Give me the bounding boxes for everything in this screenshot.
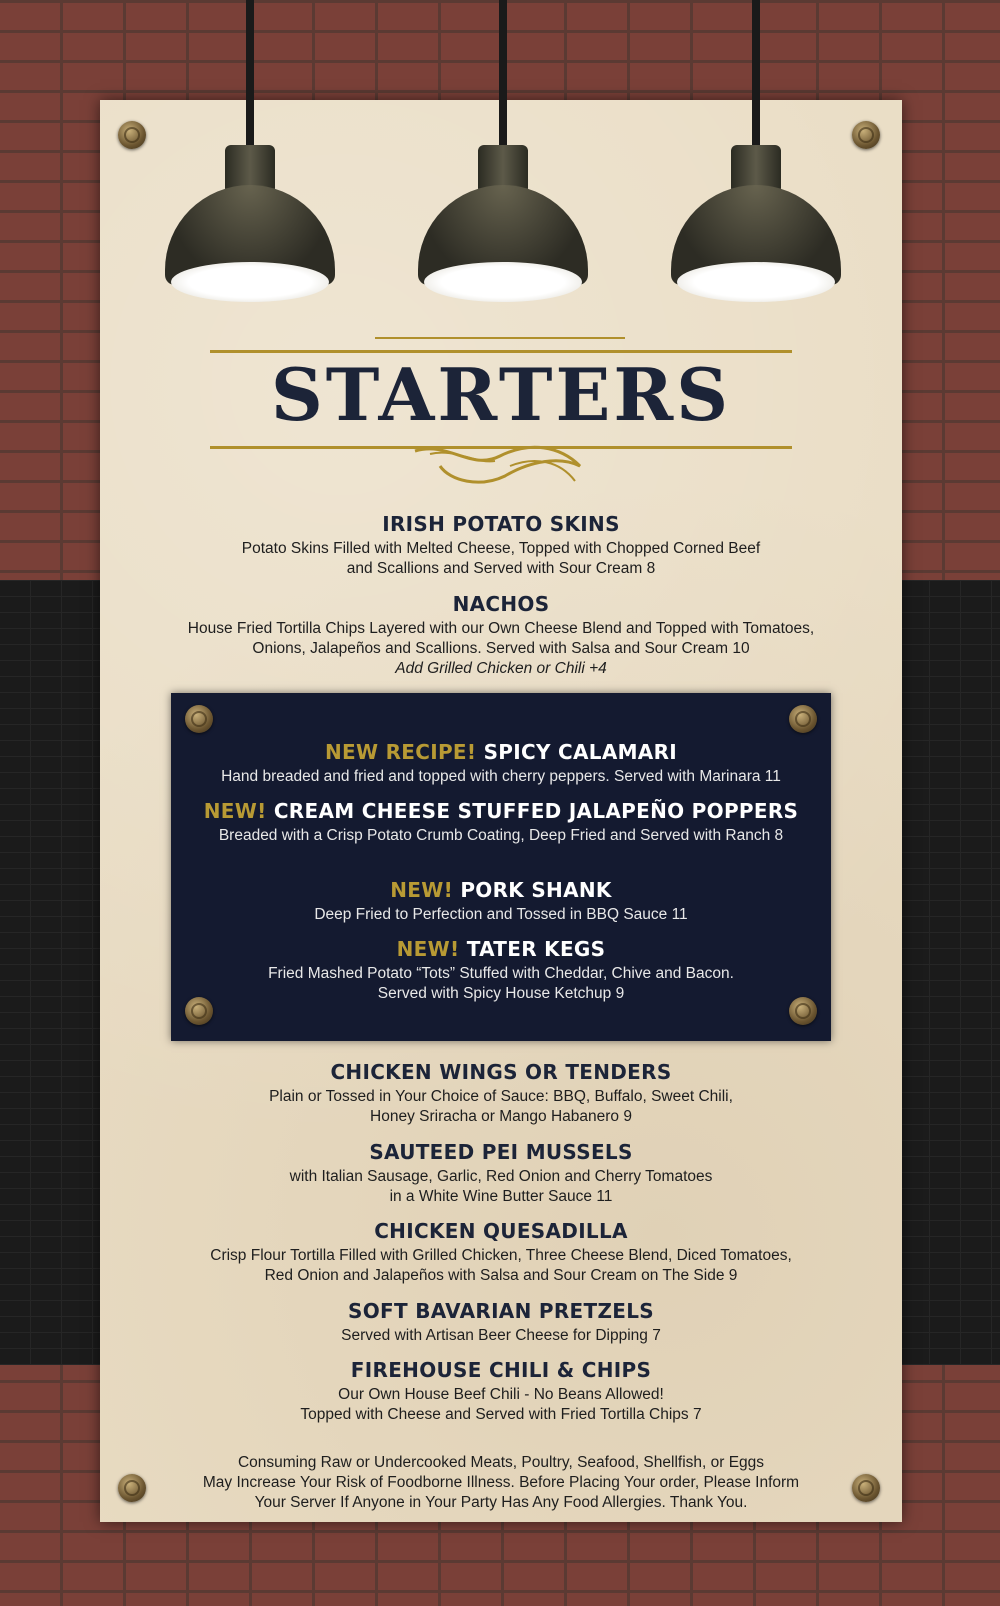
item-description: Potato Skins Filled with Melted Cheese, Topped with Chopped Corned Beef and Scallions and Served with Sour Cream 8 <box>241 540 761 577</box>
menu-item <box>100 1140 902 1207</box>
item-name: CHICKEN WINGS OR TENDERS <box>330 1060 672 1084</box>
item-description: Served with Artisan Beer Cheese for Dipping 7 <box>341 1327 661 1344</box>
item-description: with Italian Sausage, Garlic, Red Onion and Cherry Tomatoes in a White Wine Butter Sauce 11 <box>289 1168 713 1205</box>
item-description: Hand breaded and fried and topped with cherry peppers. Served with Marinara 11 <box>221 768 781 785</box>
screw-icon <box>118 121 146 149</box>
menu-item <box>100 1060 902 1127</box>
screw-icon <box>789 705 817 733</box>
item-name: TATER KEGS <box>466 937 606 961</box>
item-name: CREAM CHEESE STUFFED JALAPEÑO POPPERS <box>273 799 799 823</box>
item-name: SAUTEED PEI MUSSELS <box>369 1140 633 1164</box>
new-badge: NEW! <box>390 878 454 902</box>
screw-icon <box>185 705 213 733</box>
title-ornament-line <box>375 337 625 339</box>
menu-item <box>100 1219 902 1286</box>
pendant-lamp-icon <box>671 0 841 310</box>
pendant-lamp-icon <box>165 0 335 310</box>
pendant-lamp-icon <box>418 0 588 310</box>
item-note: Add Grilled Chicken or Chili +4 <box>395 660 607 677</box>
featured-panel <box>171 693 831 1041</box>
item-name: PORK SHANK <box>460 878 612 902</box>
item-description: Breaded with a Crisp Potato Crumb Coating, Deep Fried and Served with Ranch 8 <box>218 827 784 844</box>
page-title: STARTERS <box>270 352 732 437</box>
item-description: Crisp Flour Tortilla Filled with Grilled Chicken, Three Cheese Blend, Diced Tomatoes, Red Onion and Jalapeños with Salsa and Sour Cream on The Side 9 <box>210 1247 792 1284</box>
featured-item <box>171 799 831 846</box>
item-name: SOFT BAVARIAN PRETZELS <box>348 1299 654 1323</box>
allergy-disclaimer: Consuming Raw or Undercooked Meats, Poultry, Seafood, Shellfish, or Eggs May Increase Your Risk of Foodborne Illness. Before Placing Your order, Please Inform Your Server If Anyone in Your Party Has Any Food Allergies. Thank You. <box>202 1454 800 1511</box>
item-name: FIREHOUSE CHILI & CHIPS <box>350 1358 652 1382</box>
item-description: House Fried Tortilla Chips Layered with our Own Cheese Blend and Topped with Tomatoes, Onions, Jalapeños and Scallions. Served with Salsa and Sour Cream 10 Add Grilled Chicken or Chili +4 <box>100 619 902 679</box>
new-badge: NEW! <box>396 937 460 961</box>
menu-item <box>100 512 902 579</box>
new-badge: NEW! <box>203 799 267 823</box>
featured-item <box>171 878 831 925</box>
item-name: IRISH POTATO SKINS <box>382 512 620 536</box>
item-description: Fried Mashed Potato “Tots” Stuffed with Cheddar, Chive and Bacon. Served with Spicy House Ketchup 9 <box>268 965 734 1002</box>
item-description: Deep Fried to Perfection and Tossed in BBQ Sauce 11 <box>314 906 688 923</box>
menu-item <box>100 1299 902 1346</box>
screw-icon <box>852 121 880 149</box>
item-name: NACHOS <box>452 592 550 616</box>
item-name: SPICY CALAMARI <box>483 740 678 764</box>
item-description: Plain or Tossed in Your Choice of Sauce: BBQ, Buffalo, Sweet Chili, Honey Sriracha or Mango Habanero 9 <box>269 1088 733 1125</box>
menu-item <box>100 1358 902 1425</box>
menu-item <box>100 592 902 679</box>
item-name: CHICKEN QUESADILLA <box>374 1219 628 1243</box>
flourish-icon <box>410 436 590 491</box>
item-description: Our Own House Beef Chili - No Beans Allowed! Topped with Cheese and Served with Fried Tortilla Chips 7 <box>300 1386 702 1423</box>
featured-item <box>171 740 831 787</box>
featured-item <box>171 937 831 1004</box>
new-badge: NEW RECIPE! <box>324 740 477 764</box>
